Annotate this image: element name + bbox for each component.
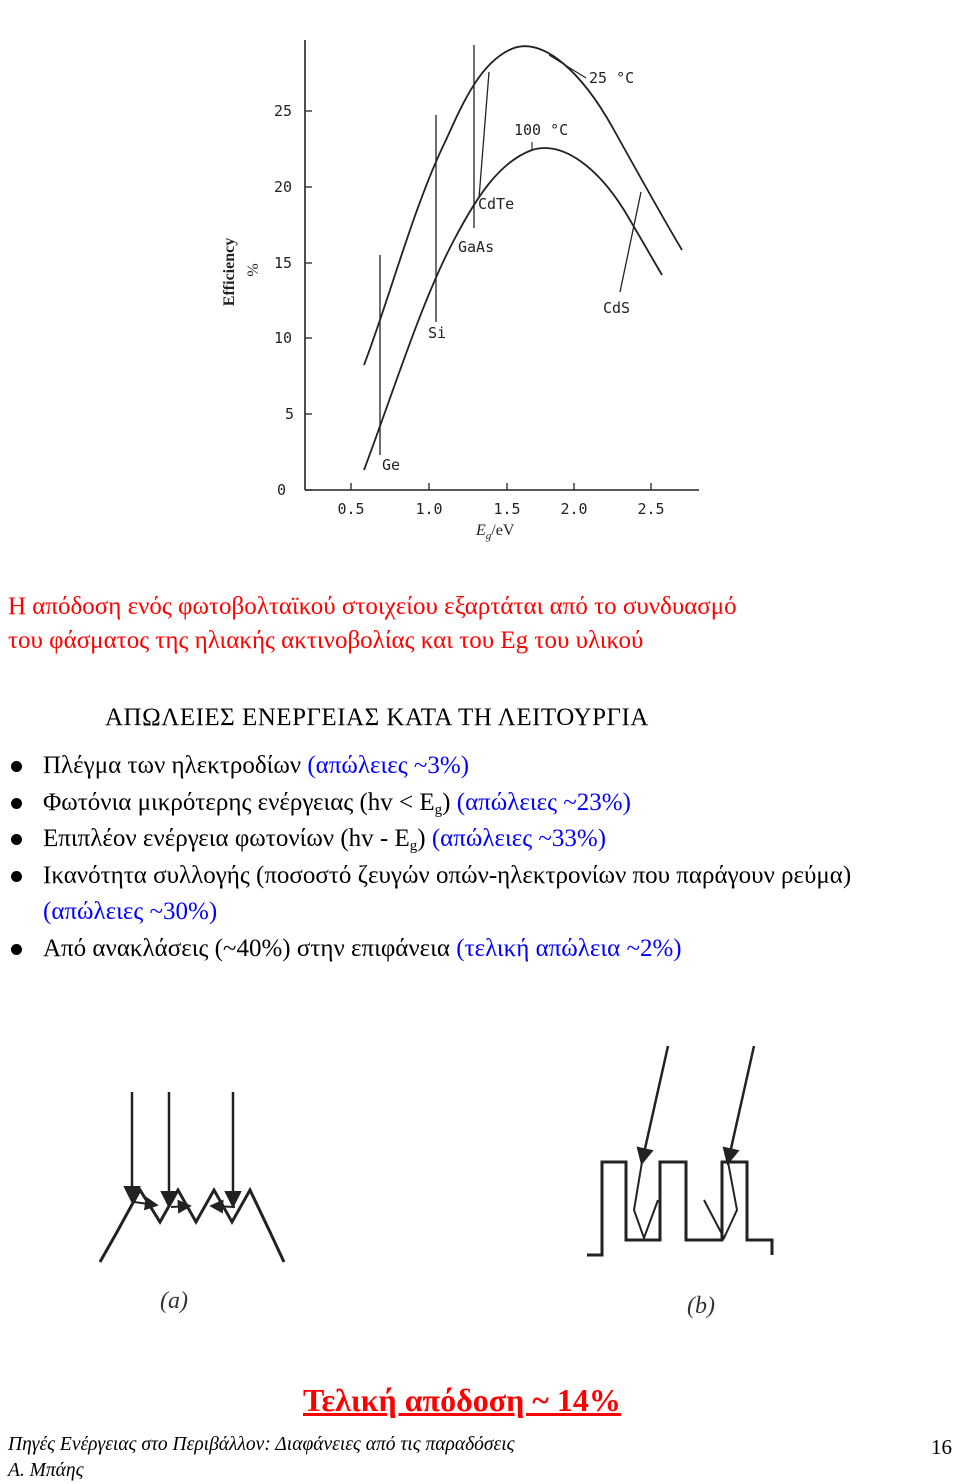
loss-label: Ικανότητα συλλογής (ποσοστό ζευγών οπών-ηλεκτρονίων που παράγουν ρεύμα) (43, 861, 852, 889)
label-25c: 25 °C (589, 69, 635, 87)
loss-value: (απώλειες ~30%) (43, 898, 218, 925)
incoming-ray-b1 (642, 1046, 668, 1162)
label-cds: CdS (603, 299, 631, 317)
list-item (8, 931, 953, 968)
loss-value: (απώλειες ~23%) (456, 788, 631, 816)
x-tick-label: 2.5 (637, 500, 665, 518)
section-heading: ΑΠΩΛΕΙΕΣ ΕΝΕΡΓΕΙΑΣ ΚΑΤΑ ΤΗ ΛΕΙΤΟΥΡΓΙΑ (105, 704, 649, 731)
subscript: g (409, 838, 418, 854)
y-tick-label: 0 (276, 481, 286, 499)
y-ticks (305, 111, 312, 490)
reflection-diagram (92, 1040, 862, 1350)
list-item (8, 748, 953, 785)
y-tick-label: 5 (284, 405, 294, 423)
x-tick-label: 0.5 (337, 500, 365, 518)
leader-25c (549, 55, 586, 78)
y-tick-label: 15 (273, 254, 292, 272)
reflection-figure (92, 1040, 862, 1350)
subscript: g (434, 801, 443, 818)
list-item (8, 821, 953, 858)
loss-label-end: ) (417, 825, 432, 852)
x-tick-label: 1.5 (493, 500, 521, 518)
loss-label-end: ) (442, 788, 457, 816)
label-b: (b) (687, 1293, 715, 1319)
loss-label: Φωτόνια μικρότερης ενέργειας (hv < E (43, 788, 435, 816)
label-ge: Ge (382, 456, 401, 474)
list-item (8, 858, 953, 931)
footer-line-1: Πηγές Ενέργειας στο Περιβάλλον: Διαφάνειες από τις παραδόσεις (8, 1434, 515, 1455)
curve-25c (364, 46, 682, 365)
caption-line-2: του φάσματος της ηλιακής ακτινοβολίας και του Eg του υλικού (8, 627, 644, 654)
y-tick-label: 10 (273, 329, 292, 347)
y-tick-label: 25 (273, 102, 292, 120)
loss-value: (τελική απώλεια ~2%) (456, 934, 682, 962)
list-item (8, 785, 953, 822)
bullet-dot (11, 761, 22, 772)
grooved-surface-b (587, 1162, 772, 1255)
efficiency-plot (214, 0, 724, 545)
reflected-ray-a3 (212, 1206, 235, 1207)
caption-line-1: Η απόδοση ενός φωτοβολταϊκού στοιχείου εξαρτάται από το συνδυασμό (8, 593, 737, 620)
bounce-ray-b1 (634, 1162, 658, 1238)
y-axis-unit: % (245, 263, 262, 277)
bullet-dot (11, 798, 22, 809)
bullet-dot (11, 944, 22, 955)
marker-cdte (479, 72, 489, 198)
loss-value: (απώλειες ~33%) (431, 825, 607, 852)
x-ticks (351, 483, 651, 490)
y-tick-label: 20 (273, 178, 292, 196)
label-si: Si (428, 324, 447, 342)
bullet-dot (11, 834, 22, 845)
footer-line-2: Α. Μπάης (8, 1460, 84, 1481)
x-axis-label: $E_g/eV$ (476, 522, 515, 542)
loss-label: Πλέγμα των ηλεκτροδίων (43, 752, 308, 779)
loss-label: Επιπλέον ενέργεια φωτονίων (hv - E (43, 825, 410, 852)
reflected-ray-a1 (134, 1202, 156, 1205)
label-100c: 100 °C (514, 121, 569, 139)
loss-value: (απώλειες ~3%) (307, 752, 470, 779)
efficiency-figure (214, 0, 724, 545)
y-axis-label: Efficiency (221, 237, 238, 307)
textured-surface-a (100, 1190, 284, 1262)
page-number: 16 (931, 1435, 952, 1459)
label-cdte: CdTe (478, 195, 515, 213)
incoming-ray-b2 (728, 1046, 754, 1162)
reflected-ray-a2 (171, 1206, 189, 1207)
label-a: (a) (160, 1288, 188, 1314)
x-tick-label: 1.0 (415, 500, 443, 518)
x-tick-label: 2.0 (560, 500, 588, 518)
label-gaas: GaAs (458, 238, 495, 256)
loss-list (8, 748, 953, 967)
final-efficiency: Τελική απόδοση ~ 14% (303, 1382, 621, 1418)
footer (8, 1432, 515, 1484)
loss-label: Από ανακλάσεις (~40%) στην επιφάνεια (43, 934, 457, 962)
bullet-dot (11, 871, 22, 882)
